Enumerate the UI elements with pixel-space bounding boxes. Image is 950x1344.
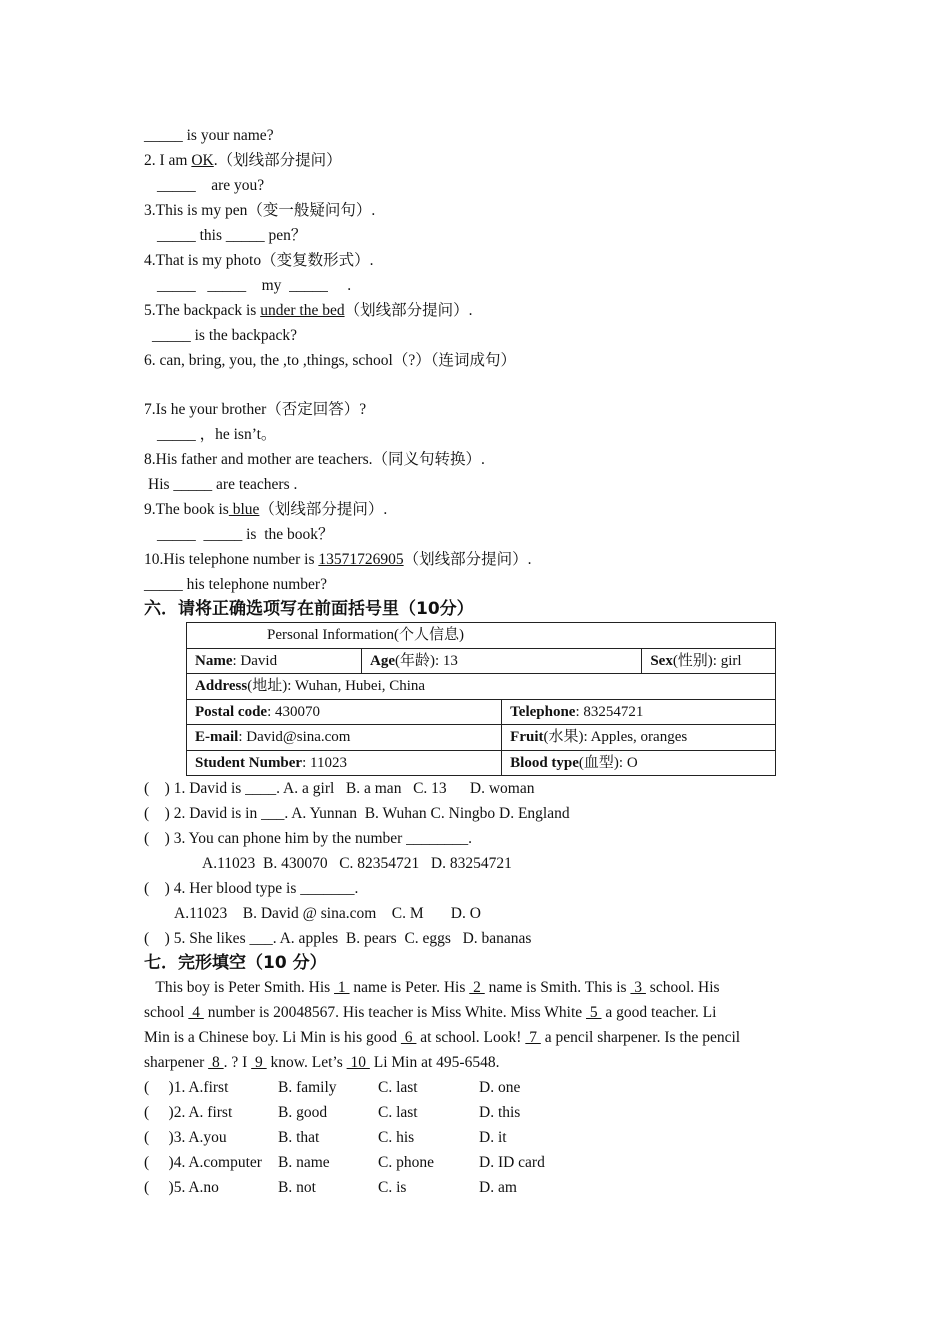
underlined-text: OK [191, 152, 214, 169]
question-4: 4.That is my photo（变复数形式）. [144, 252, 374, 269]
blank-3: 3 [630, 979, 646, 996]
question-8: 8.His father and mother are teachers.（同义句转换）. [144, 451, 485, 468]
blank-4: 4 [188, 1004, 204, 1021]
s6-question-4-options: A.11023 B. David @ sina.com C. M D. O [174, 905, 481, 922]
blank-9: 9 [251, 1054, 267, 1071]
question-2: 2. I am OK.（划线部分提问） [144, 152, 342, 169]
q1-answer-line: _____ is your name? [144, 127, 274, 144]
blank-10: 10 [346, 1054, 370, 1071]
table-title: Personal Information(个人信息) [187, 623, 776, 649]
s6-question-2: ( ) 2. David is in ___. A. Yunnan B. Wuhan C. Ningbo D. England [144, 805, 570, 822]
q9-answer-line: _____ _____ is the book？ [157, 526, 334, 543]
question-9: 9.The book is blue（划线部分提问）. [144, 501, 388, 518]
cloze-line-2: school 4 number is 20048567. His teacher is Miss White. Miss White 5 a good teacher. Li [144, 1004, 717, 1021]
s6-question-5: ( ) 5. She likes ___. A. apples B. pears C. eggs D. bananas [144, 930, 532, 947]
postal-code-cell: Postal code: 430070 [187, 699, 502, 725]
s6-question-1: ( ) 1. David is ____. A. a girl B. a man C. 13 D. woman [144, 780, 535, 797]
s6-question-4: ( ) 4. Her blood type is _______. [144, 880, 359, 897]
table-row [187, 674, 776, 700]
cloze-line-4: sharpener 8 . ? I 9 know. Let’s 10 Li Min at 495-6548. [144, 1054, 500, 1071]
blank-6: 6 [400, 1029, 417, 1046]
q5-answer-line: _____ is the backpack? [152, 327, 298, 344]
q10-answer-line: _____ his telephone number? [144, 576, 327, 593]
email-cell: E-mail: David@sina.com [187, 725, 502, 751]
table-row [187, 623, 776, 649]
q8-answer-line: His _____ are teachers . [148, 476, 298, 493]
table-row [187, 699, 776, 725]
sex-cell: Sex(性别): girl [642, 648, 776, 674]
question-10: 10.His telephone number is 13571726905（划线部分提问）. [144, 551, 532, 568]
address-cell: Address(地址): Wuhan, Hubei, China [187, 674, 776, 700]
q7-answer-line: _____ ，he isn’t。 [157, 426, 277, 443]
table-row [187, 750, 776, 776]
blank-2: 2 [469, 979, 485, 996]
telephone-cell: Telephone: 83254721 [502, 699, 776, 725]
q3-answer-line: _____ this _____ pen？ [157, 227, 307, 244]
question-6: 6. can, bring, you, the ,to ,things, school（?）（连词成句） [144, 352, 516, 369]
section-6-heading: 六．请将正确选项写在前面括号里（10分） [144, 599, 474, 619]
fruit-cell: Fruit(水果): Apples, oranges [502, 725, 776, 751]
section-7-heading: 七．完形填空（10 分） [144, 953, 327, 973]
blank-1: 1 [334, 979, 350, 996]
underlined-text: blue [228, 501, 260, 518]
age-cell: Age(年龄): 13 [362, 648, 642, 674]
s6-question-3-options: A.11023 B. 430070 C. 82354721 D. 83254721 [202, 855, 512, 872]
underlined-text: 13571726905 [318, 551, 404, 568]
blood-type-cell: Blood type(血型): O [502, 750, 776, 776]
question-5: 5.The backpack is under the bed（划线部分提问）. [144, 302, 473, 319]
table-row [187, 725, 776, 751]
table-row [187, 648, 776, 674]
student-number-cell: Student Number: 11023 [187, 750, 502, 776]
s6-question-3: ( ) 3. You can phone him by the number ________. [144, 830, 473, 847]
exam-page: _____ is your name? 2. I am OK.（划线部分提问） _____ are you? 3.This is my pen（变一般疑问句）. _____ this _____ pen？ 4.That is my photo（变复数形式）. _____ _____ my _____ . 5.The backpack is under the bed（划线部分提问）. _____ is the backpack? 6. can, bring, you, the ,to ,things, school（?）（连词成句） 7.Is he your brother（否定回答）? _____ ，he isn’t。 8.His father and mother are teachers.（同义句转换）. His _____ are teachers . 9.The book is blue（划线部分提问）. _____ _____ is the book？ 10.His telephone number is 13571726905（划线部分提问）. _____ his telephone number? 六．请将正确选项写在前面括号里（10分） Personal Information(个人信息) Name: David Age(年龄): 13 Sex(性别): girl Address(地址): Wuhan, Hubei, China Postal code: 430070 Telephone: 83254721 E-mail: David@sina.com Fruit(水果): Apples, oranges Student Number: 11023 Blood type(血型): O ( ) 1. David is ____. A. a girl B. a man C. 13 D. woman ( ) 2. David is in ___. A. Yunnan B. Wuhan C. Ningbo D. England ( ) 3. You can phone him by the number ________. A.11023 B. 430070 C. 82354721 D. 83254721 ( ) 4. Her blood type is _______. A.11023 B. David @ sina.com C. M D. O ( ) 5. She likes ___. A. apples B. pears C. eggs D. bananas 七．完形填空（10 分） This boy is Peter Smith. His 1 name is Peter. His 2 name is Smith. This is 3 school. His school 4 number is 20048567. His teacher is Miss White. Miss White 5 a good teacher. Li Min is a Chinese boy. Li Min is his good 6 at school. Look! 7 a pencil sharpener. Is the pencil sharpener 8 . ? I 9 know. Let’s 10 Li Min at 495-6548. ( )1. A.first B. family C. last D. one ( )2. A. first B. good C. last D. this ( )3. A.you B. that C. his D. it ( )4. A.computer B. name C. phone D. ID card ( )5. A.no B. not C. is D. am [0, 0, 950, 1344]
underlined-text: under the bed [260, 302, 345, 319]
blank-7: 7 [525, 1029, 541, 1046]
q2-answer-line: _____ are you? [157, 177, 265, 194]
cloze-line-1: This boy is Peter Smith. His 1 name is Peter. His 2 name is Smith. This is 3 school. His [144, 979, 720, 996]
name-cell: Name: David [187, 648, 362, 674]
blank-5: 5 [586, 1004, 602, 1021]
blank-8: 8 [208, 1054, 224, 1071]
question-3: 3.This is my pen（变一般疑问句）. [144, 202, 376, 219]
q4-answer-line: _____ _____ my _____ . [157, 277, 352, 294]
cloze-line-3: Min is a Chinese boy. Li Min is his good 6 at school. Look! 7 a pencil sharpener. Is the pencil [144, 1029, 741, 1046]
personal-info-table [186, 622, 776, 776]
question-7: 7.Is he your brother（否定回答）? [144, 401, 367, 418]
